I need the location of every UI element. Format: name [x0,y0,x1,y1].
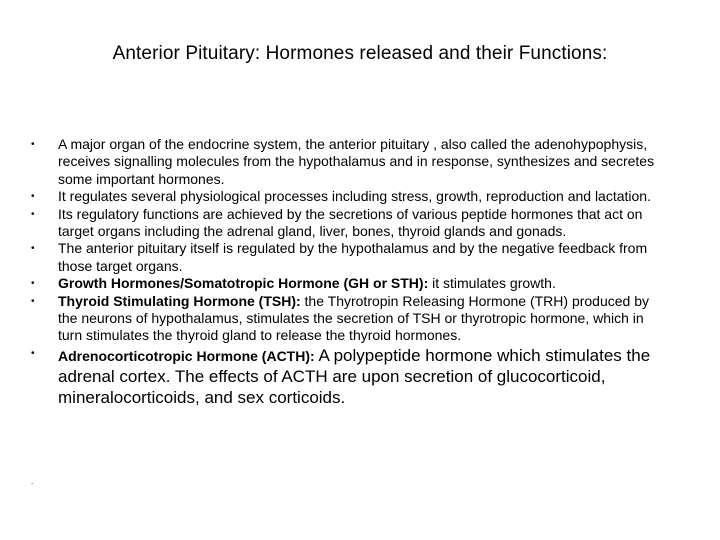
bullet-text: Its regulatory functions are achieved by the secretions of various peptide hormones that act on target organs including the adrenal gland, liver, bones, thyroid glands and gonads. [58,205,643,240]
bullet-text: the Thyrotropin Releasing Hormone (TRH) produced by the neurons of hypothalamus, stimulates the secretion of TSH or thyrotropic hormone, which in turn stimulates the thyroid gland to release the thyroid hormones. [58,292,650,344]
bullet-overview [58,136,658,188]
bullet-regulation [58,240,658,275]
bullet-tsh [58,293,658,345]
bullet-text: it stimulates growth. [428,275,556,292]
bullet-heading: Growth Hormones/Somatotropic Hormone (GH or STH): [58,275,429,292]
bullet-text-continued: The effects of ACTH are upon secretion of glucocorticoid, mineralocorticoids, and sex corticoids. [58,366,606,407]
slide-title: Anterior Pituitary: Hormones released and their Functions: [112,43,608,64]
bullet-growth-hormone [58,275,658,292]
bullet-regulatory-functions [58,206,658,241]
bullet-text: A polypeptide hormone which stimulates the adrenal cortex. [58,345,651,386]
bullet-heading: Adrenocorticotropic Hormone (ACTH): [58,347,315,364]
bullet-text: It regulates several physiological processes including stress, growth, reproduction and lactation. [58,188,651,205]
bullet-acth [58,345,658,408]
bullet-heading: Thyroid Stimulating Hormone (TSH): [58,292,301,309]
bullet-text: The anterior pituitary itself is regulated by the hypothalamus and by the negative feedback from those target organs. [58,240,648,274]
trailing-mark: . [31,477,34,486]
bullet-text: A major organ of the endocrine system, the anterior pituitary , also called the adenohypophysis, receives signalling molecules from the hypothalamus and in response, synthesizes and secretes some important hormones. [58,136,655,187]
bullet-list [58,136,658,408]
bullet-processes [58,188,658,205]
